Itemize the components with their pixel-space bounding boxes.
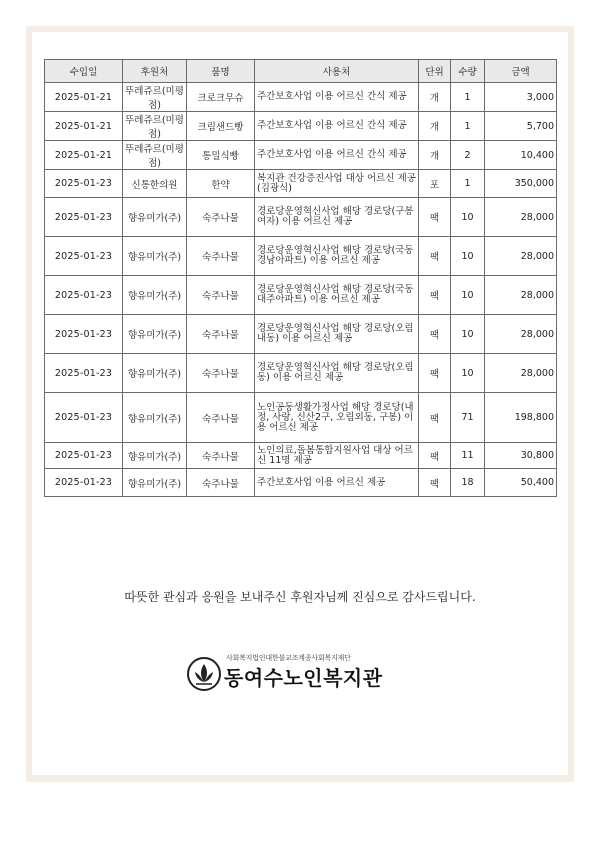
cell-unit: 팩 [419,198,451,237]
cell-qty: 71 [451,393,485,443]
cell-qty: 1 [451,83,485,112]
cell-unit: 개 [419,83,451,112]
cell-unit: 팩 [419,443,451,469]
cell-item: 통밀식빵 [187,141,255,170]
cell-usage: 경로당운영혁신사업 해당 경로당(오림내동) 이용 어르신 제공 [255,315,419,354]
cell-donor: 향유미가(주) [123,237,187,276]
thank-you-message: 따뜻한 관심과 응원을 보내주신 후원자님께 진심으로 감사드립니다. [124,590,476,604]
cell-qty: 10 [451,237,485,276]
cell-item: 숙주나물 [187,469,255,497]
cell-qty: 1 [451,112,485,141]
cell-amount: 28,000 [485,237,557,276]
cell-item: 숙주나물 [187,443,255,469]
cell-item: 한약 [187,170,255,198]
table-row [45,141,557,170]
cell-item: 숙주나물 [187,276,255,315]
cell-donor: 뚜레쥬르(미평점) [123,83,187,112]
cell-amount: 28,000 [485,198,557,237]
cell-date: 2025-01-23 [45,170,123,198]
cell-date: 2025-01-23 [45,354,123,393]
cell-usage: 경로당운영혁신사업 해당 경로당(오림동) 이용 어르신 제공 [255,354,419,393]
header-amount: 금액 [485,60,557,83]
cell-qty: 11 [451,443,485,469]
header-date: 수입일 [45,60,123,83]
cell-usage: 노인공동생활가정사업 해당 경로당(내정, 사랑, 신산2구, 오림외동, 구봉) 이용 어르신 제공 [255,393,419,443]
cell-qty: 10 [451,276,485,315]
cell-date: 2025-01-23 [45,198,123,237]
cell-date: 2025-01-23 [45,276,123,315]
cell-qty: 18 [451,469,485,497]
cell-date: 2025-01-23 [45,315,123,354]
table-header-row [45,60,557,83]
cell-unit: 팩 [419,276,451,315]
cell-donor: 뚜레쥬르(미평점) [123,112,187,141]
header-usage: 사용처 [255,60,419,83]
cell-unit: 포 [419,170,451,198]
table-row [45,112,557,141]
lotus-emblem-icon [186,656,222,692]
cell-donor: 향유미가(주) [123,443,187,469]
cell-date: 2025-01-23 [45,443,123,469]
header-unit: 단위 [419,60,451,83]
table-row [45,393,557,443]
cell-unit: 팩 [419,469,451,497]
cell-qty: 2 [451,141,485,170]
cell-amount: 3,000 [485,83,557,112]
cell-usage: 경로당운영혁신사업 해당 경로당(국동대주아파트) 이용 어르신 제공 [255,276,419,315]
table-row [45,276,557,315]
table-row [45,83,557,112]
header-qty: 수량 [451,60,485,83]
table-row [45,237,557,276]
cell-donor: 향유미가(주) [123,354,187,393]
cell-usage: 경로당운영혁신사업 해당 경로당(국동경남아파트) 이용 어르신 제공 [255,237,419,276]
logo-subtitle: 사회복지법인대한불교조계종사회복지재단 [226,654,351,662]
cell-date: 2025-01-21 [45,83,123,112]
cell-item: 숙주나물 [187,315,255,354]
logo-name: 동여수노인복지관 [224,666,383,690]
cell-donor: 향유미가(주) [123,276,187,315]
cell-amount: 10,400 [485,141,557,170]
cell-date: 2025-01-23 [45,469,123,497]
cell-date: 2025-01-21 [45,141,123,170]
cell-qty: 10 [451,198,485,237]
cell-amount: 350,000 [485,170,557,198]
header-donor: 후원처 [123,60,187,83]
cell-amount: 28,000 [485,315,557,354]
table-row [45,198,557,237]
cell-date: 2025-01-23 [45,237,123,276]
cell-item: 숙주나물 [187,198,255,237]
table-row [45,443,557,469]
cell-usage: 복지관 건강증진사업 대상 어르신 제공(김광식) [255,170,419,198]
cell-donor: 뚜레쥬르(미평점) [123,141,187,170]
cell-amount: 30,800 [485,443,557,469]
cell-usage: 주간보호사업 이용 어르신 간식 제공 [255,141,419,170]
cell-usage: 주간보호사업 이용 어르신 제공 [255,469,419,497]
cell-unit: 개 [419,112,451,141]
cell-donor: 향유미가(주) [123,469,187,497]
header-item: 품명 [187,60,255,83]
cell-usage: 노인의료,돌봄통합지원사업 대상 어르신 11명 제공 [255,443,419,469]
cell-item: 숙주나물 [187,393,255,443]
table-row [45,315,557,354]
organization-logo [186,652,416,692]
cell-donor: 신통한의원 [123,170,187,198]
cell-donor: 향유미가(주) [123,198,187,237]
cell-qty: 1 [451,170,485,198]
cell-unit: 팩 [419,315,451,354]
cell-unit: 팩 [419,393,451,443]
cell-amount: 50,400 [485,469,557,497]
cell-date: 2025-01-21 [45,112,123,141]
cell-unit: 팩 [419,354,451,393]
table-row [45,354,557,393]
cell-usage: 경로당운영혁신사업 해당 경로당(구봉여자) 이용 어르신 제공 [255,198,419,237]
cell-usage: 주간보호사업 이용 어르신 간식 제공 [255,83,419,112]
cell-donor: 향유미가(주) [123,315,187,354]
cell-qty: 10 [451,354,485,393]
cell-amount: 5,700 [485,112,557,141]
cell-item: 숙주나물 [187,237,255,276]
table-row [45,469,557,497]
cell-qty: 10 [451,315,485,354]
cell-unit: 팩 [419,237,451,276]
cell-usage: 주간보호사업 이용 어르신 간식 제공 [255,112,419,141]
cell-item: 크로크무슈 [187,83,255,112]
cell-date: 2025-01-23 [45,393,123,443]
cell-donor: 향유미가(주) [123,393,187,443]
cell-amount: 28,000 [485,276,557,315]
cell-unit: 개 [419,141,451,170]
cell-amount: 28,000 [485,354,557,393]
table-row [45,170,557,198]
cell-amount: 198,800 [485,393,557,443]
cell-item: 크림샌드빵 [187,112,255,141]
cell-item: 숙주나물 [187,354,255,393]
donation-table [44,59,557,497]
